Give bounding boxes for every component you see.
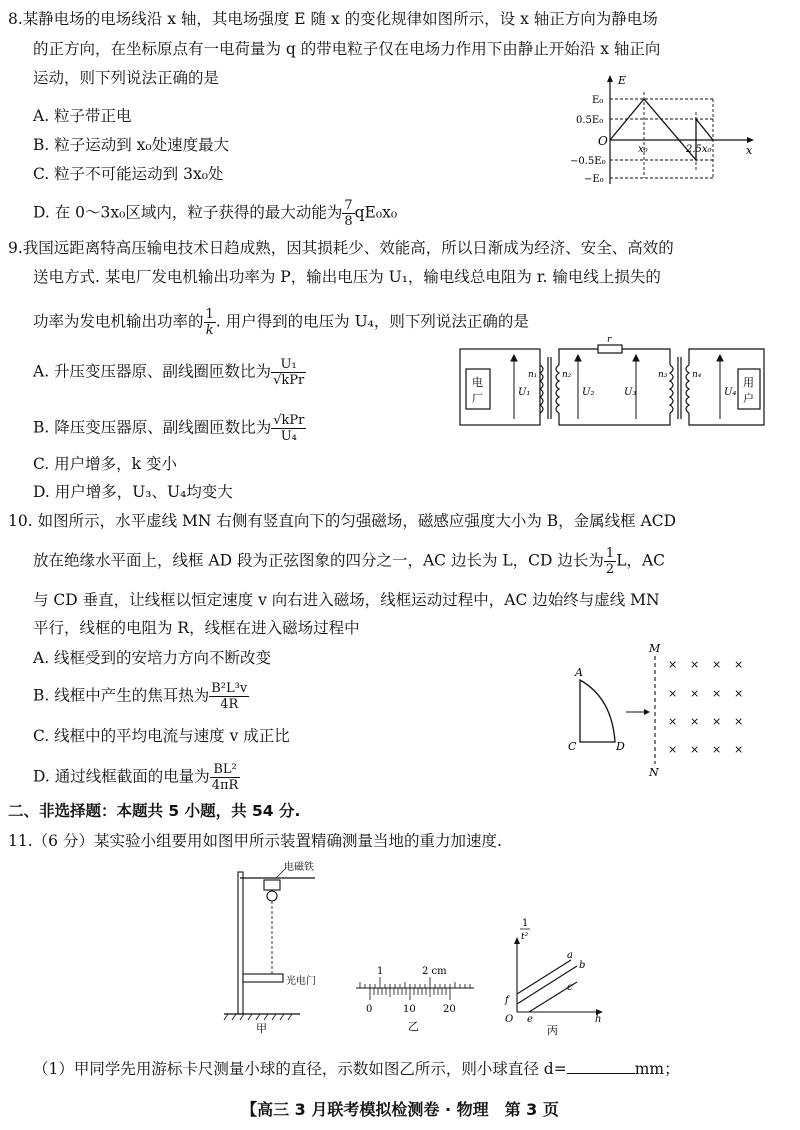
q8-option-d-text: D. 在 0～3x₀区域内，粒子获得的最大动能为 [33, 203, 343, 222]
q10-wire-frame [580, 680, 615, 742]
q11-bing-h: h [595, 1014, 602, 1025]
section-2-heading: 二、非选择题：本题共 5 小题，共 54 分. [8, 802, 301, 820]
q10-stem-numerator: 1 [605, 546, 615, 561]
q9-label-n1: n₁ [528, 370, 538, 380]
q8-graph-neg-half-e0: −0.5E₀ [570, 156, 606, 167]
field-cross: × [734, 687, 744, 700]
q10-magnetic-field [668, 658, 743, 756]
field-cross: × [712, 687, 722, 700]
q10-stem-line3: 与 CD 垂直，让线框以恒定速度 v 向右进入磁场，线框运动过程中，AC 边始终与虚线 MN [33, 591, 660, 609]
q9-option-a [33, 357, 306, 388]
q9-label-n2: n₂ [562, 370, 572, 380]
q10-d-denominator: 4πR [211, 778, 239, 793]
field-cross: × [712, 743, 722, 756]
q8-option-b: B. 粒子运动到 x₀处速度最大 [33, 136, 230, 154]
q9-stem-line3-text: 功率为发电机输出功率的 [33, 312, 204, 331]
q11-figure-bing-label: 丙 [547, 1024, 558, 1037]
q11-vernier-10: 10 [403, 1004, 416, 1015]
q11-ball [267, 891, 277, 901]
q8-option-d-fraction [342, 198, 354, 229]
q9-option-a-text: A. 升压变压器原、副线圈匝数比为 [33, 362, 272, 381]
q9-stem-line3-tail: . 用户得到的电压为 U₄，则下列说法正确的是 [215, 312, 529, 331]
q9-option-b-text: B. 降压变压器原、副线圈匝数比为 [33, 418, 272, 437]
q10-option-a: A. 线框受到的安培力方向不断改变 [33, 649, 272, 667]
q9-b-numerator: √kPr [273, 413, 305, 428]
q9-label-u3: U₃ [624, 387, 637, 398]
q9-stem-line3 [33, 307, 529, 338]
q11-vernier-cm2: 2 cm [422, 966, 447, 977]
q11-bing-b: b [579, 960, 586, 971]
q8-stem-line1: 8.某静电场的电场线沿 x 轴，其电场强度 E 随 x 的变化规律如图所示，设 x 轴正方向为静电场 [8, 10, 658, 28]
q11-figure-yi-label: 乙 [408, 1020, 419, 1033]
q11-electromagnet [264, 880, 280, 890]
q10-stem-line2-tail: L，AC [616, 551, 666, 570]
q10-option-c: C. 线框中的平均电流与速度 v 成正比 [33, 727, 290, 745]
q11-figure-bing-graph [495, 910, 615, 1035]
field-cross: × [690, 743, 700, 756]
q10-option-b [33, 681, 249, 712]
q9-option-d: D. 用户增多，U₃、U₄均变大 [33, 483, 233, 501]
q9-option-b-fraction [271, 413, 306, 444]
q11-photogate [243, 974, 283, 982]
q8-option-d-tail: qE₀x₀ [354, 203, 398, 222]
q10-b-numerator: B²L³v [211, 681, 248, 696]
q11-figure-yi-vernier [350, 960, 480, 1032]
field-cross: × [734, 743, 744, 756]
q8-d-denominator: 8 [344, 214, 353, 229]
q10-option-b-fraction [209, 681, 249, 712]
field-cross: × [734, 658, 744, 671]
q11-bing-origin: O [505, 1014, 514, 1025]
q9-label-n3: n₃ [658, 370, 668, 380]
q9-stem-numerator: 1 [205, 307, 214, 322]
q9-option-a-fraction [271, 357, 306, 388]
q9-b-denominator: U₄ [280, 429, 297, 444]
q8-option-d [33, 198, 397, 229]
q11-vernier-cm1: 1 [377, 966, 384, 977]
q11-bing-ylabel-num: 1 [522, 918, 529, 929]
q9-user-char2: 户 [743, 392, 754, 405]
q10-stem-line1: 10. 如图所示，水平虚线 MN 右侧有竖直向下的匀强磁场，磁感应强度大小为 B，金属线框 ACD [8, 512, 677, 530]
q11-photogate-label: 光电门 [286, 976, 316, 987]
q9-label-u4: U₄ [724, 387, 737, 398]
q10-option-b-text: B. 线框中产生的焦耳热为 [33, 686, 210, 705]
q11-vernier-20: 20 [443, 1004, 456, 1015]
q8-e-x-graph [570, 72, 760, 192]
q9-plant-char2: 厂 [472, 392, 483, 405]
q11-bing-ylabel-den: t² [521, 932, 529, 942]
q11-sub1 [33, 1058, 680, 1080]
q11-sub1-unit: mm； [634, 1060, 680, 1078]
q9-option-c: C. 用户增多，k 变小 [33, 455, 177, 473]
q9-plant-char1: 电 [472, 376, 483, 389]
q9-label-r: r [607, 335, 612, 345]
q11-bing-c: c [567, 982, 573, 993]
q10-stem-denominator: 2 [605, 562, 615, 577]
q9-stem-denominator: k [205, 323, 214, 338]
q9-label-n4: n₄ [692, 370, 702, 380]
page-footer: 【高三 3 月联考模拟检测卷 · 物理 第 3 页 [241, 1100, 559, 1119]
q10-stem-line2 [33, 546, 665, 577]
q10-option-d-text: D. 通过线框截面的电量为 [33, 767, 210, 786]
q8-graph-neg-e0: −E₀ [584, 174, 604, 185]
q10-b-denominator: 4R [220, 697, 239, 712]
q11-sub1-text: （1）甲同学先用游标卡尺测量小球的直径，示数如图乙所示，则小球直径 d= [33, 1060, 567, 1078]
q10-stem-line4: 平行，线框的电阻为 R，线框在进入磁场过程中 [33, 619, 360, 637]
q8-graph-label-e: E [618, 74, 627, 87]
q8-graph-label-x: x [746, 144, 753, 157]
q8-option-c: C. 粒子不可能运动到 3x₀处 [33, 165, 224, 183]
q11-line-a [517, 960, 571, 994]
q10-stem-line2-text: 放在绝缘水平面上，线框 AD 段为正弦图象的四分之一，AC 边长为 L，CD 边长为 [33, 551, 604, 570]
q8-graph-e0: E₀ [592, 95, 604, 106]
q10-option-d-fraction [210, 762, 241, 793]
field-cross: × [712, 715, 722, 728]
q11-bing-e: e [527, 1014, 533, 1025]
q8-option-a: A. 粒子带正电 [33, 107, 132, 125]
q11-sub1-answer-blank[interactable] [567, 1059, 635, 1074]
q9-stem-line1: 9.我国远距离特高压输电技术日趋成熟，因其损耗少、效能高，所以日渐成为经济、安全、高效的 [8, 239, 674, 257]
q10-frame-magnetic-field-figure [560, 640, 770, 780]
q8-graph-x0: x₀ [638, 144, 648, 155]
q9-label-u1: U₁ [518, 387, 531, 398]
q8-graph-half-e0: 0.5E₀ [576, 115, 604, 126]
q10-option-d [33, 762, 240, 793]
q10-stem-fraction [604, 546, 616, 577]
q9-label-u2: U₂ [582, 387, 595, 398]
q8-graph-origin: O [598, 134, 608, 148]
q11-figure-jia-apparatus [220, 860, 350, 1035]
q11-bing-f: f [505, 995, 509, 1006]
q10-d-numerator: BL² [210, 762, 241, 778]
q11-vernier-0: 0 [366, 1004, 373, 1015]
q8-graph-2-5x0: 2.5x₀ [686, 144, 712, 155]
q11-bing-a: a [567, 950, 573, 961]
q9-a-denominator: √kPr [273, 373, 305, 388]
q10-label-d: D [616, 740, 625, 753]
q10-label-a: A [575, 666, 583, 679]
q8-stem-line2: 的正方向，在坐标原点有一电荷量为 q 的带电粒子仅在电场力作用下由静止开始沿 x 轴正向 [33, 40, 661, 58]
field-cross: × [668, 658, 678, 671]
q11-electromagnet-label: 电磁铁 [284, 862, 314, 873]
q10-label-n: N [649, 766, 659, 779]
q10-label-c: C [568, 740, 577, 753]
q11-figure-jia-label: 甲 [256, 1022, 267, 1035]
field-cross: × [668, 715, 678, 728]
q8-d-numerator: 7 [344, 198, 353, 213]
q9-a-numerator: U₁ [271, 357, 306, 373]
q9-option-b [33, 413, 306, 444]
field-cross: × [668, 687, 678, 700]
field-cross: × [690, 715, 700, 728]
q8-stem-line3: 运动，则下列说法正确的是 [33, 69, 220, 87]
field-cross: × [690, 658, 700, 671]
field-cross: × [668, 743, 678, 756]
field-cross: × [712, 658, 722, 671]
q9-transmission-circuit [458, 335, 768, 431]
q10-label-m: M [649, 642, 661, 655]
q9-stem-line2: 送电方式. 某电厂发电机输出功率为 P，输出电压为 U₁，输电线总电阻为 r. 输电线上损失的 [33, 268, 661, 286]
q9-stem-fraction [204, 307, 216, 338]
field-cross: × [690, 687, 700, 700]
q9-user-char1: 用 [743, 376, 754, 389]
field-cross: × [734, 715, 744, 728]
q11-stem: 11.（6 分）某实验小组要用如图甲所示装置精确测量当地的重力加速度. [8, 832, 502, 850]
